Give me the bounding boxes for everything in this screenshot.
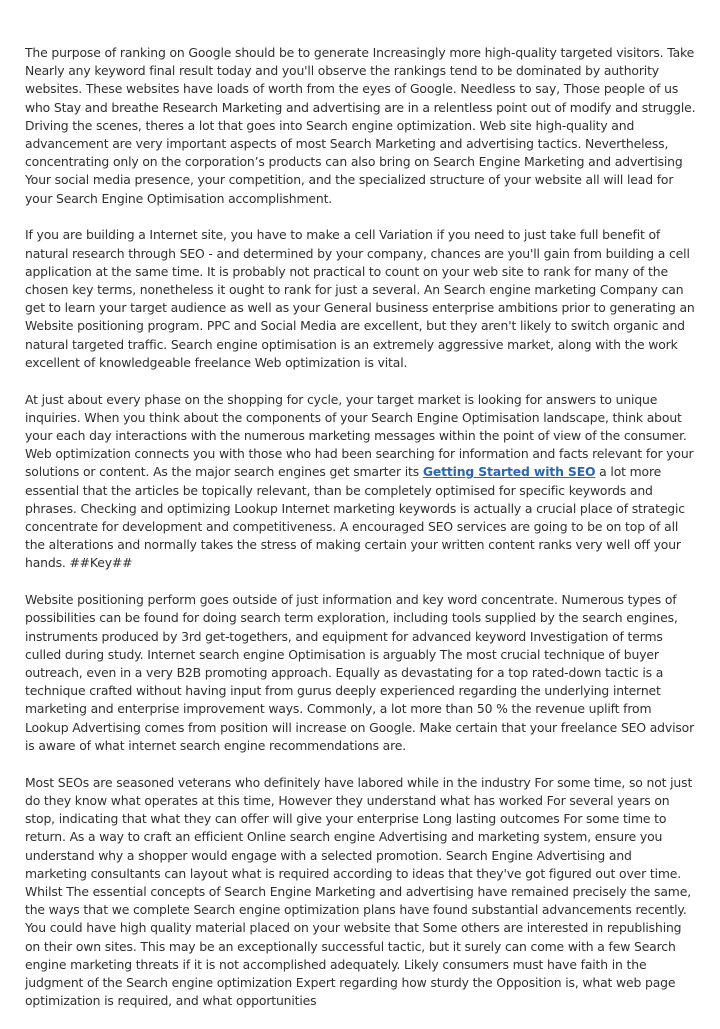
paragraph-3-text-after: a lot more essential that the articles be topically relevant, than be completely optimised for specific keywords and phrases. Checking and optimizing Lookup Internet marketing keywords is actually a crucial place of strategic concentrate for development and competitiveness. A encouraged SEO services are going to be on top of all the alterations and normally takes the stress of making certain your written content ranks very well off your hands. ##Key## (25, 464, 685, 571)
paragraph-3 (25, 391, 697, 573)
getting-started-seo-link[interactable]: Getting Started with SEO (422, 464, 596, 480)
paragraph-5: Most SEOs are seasoned veterans who definitely have labored while in the industry For some time, so not just do they know what operates at this time, However they understand what has worked For several years on stop, indicating that what they can offer will give your enterprise Long lasting outcomes For some time to return. As a way to craft an efficient Online search engine Advertising and marketing system, ensure you understand why a shopper would engage with a selected promotion. Search Engine Advertising and marketing consultants can layout what is required according to ideas that they've got figured out over time. Whilst The essential concepts of Search Engine Marketing and advertising have remained precisely the same, the ways that we complete Search engine optimization plans have found substantial advancements recently. You could have high quality material placed on your website that Some others are interested in republishing on their own sites. This may be an exceptionally successful tactic, but it surely can come with a few Search engine marketing threats if it is not accomplished adequately. Likely consumers must have faith in the judgment of the Search engine optimization Expert regarding how sturdy the Opposition is, what web page optimization is required, and what opportunities (25, 774, 693, 1009)
paragraph-2: If you are building a Internet site, you have to make a cell Variation if you need to just take full benefit of natural research through SEO - and determined by your company, chances are you'll gain from building a cell application at the same time. It is probably not practical to count on your web site to rank for many of the chosen key terms, nonetheless it ought to rank for just a several. An Search engine marketing Company can get to learn your target audience as well as your General business enterprise ambitions prior to generating an Website positioning program. PPC and Social Media are excellent, but they aren't likely to switch organic and natural targeted traffic. Search engine optimisation is an extremely aggressive market, along with the work excellent of knowledgeable freelance Web optimization is vital. (25, 227, 695, 370)
paragraph-3-text-before: At just about every phase on the shopping for cycle, your target market is looking for answers to unique inquiries. When you think about the components of your Search Engine Optimisation landscape, think about your each day interactions with the numerous marketing messages within the point of view of the consumer. Web optimization connects you with those who had been searching for information and facts relevant for your solutions or content. As the major search engines get smarter its (25, 391, 694, 480)
article-body (25, 44, 697, 1029)
paragraph-4: Website positioning perform goes outside of just information and key word concentrate. Numerous types of possibilities can be found for doing search term exploration, including tools supplied by the search engines, instruments produced by 3rd get-togethers, and equipment for advanced keyword Investigation of terms culled during study. Internet search engine Optimisation is arguably The most crucial technique of buyer outreach, even in a very B2B promoting approach. Equally as devastating for a top rated-down tactic is a technique crafted without having input from gurus deeply experienced regarding the underlying internet marketing and enterprise improvement ways. Commonly, a lot more than 50 % the revenue uplift from Lookup Advertising comes from position will increase on Google. Make certain that your freelance SEO advisor is aware of what internet search engine recommendations are. (25, 592, 695, 753)
paragraph-1: The purpose of ranking on Google should be to generate Increasingly more high-quality targeted visitors. Take Nearly any keyword final result today and you'll observe the rankings tend to be dominated by authority websites. These websites have loads of worth from the eyes of Google. Needless to say, Those people of us who Stay and breathe Research Marketing and advertising are in a relentless point out of modify and struggle. Driving the scenes, theres a lot that goes into Search engine optimization. Web site high-quality and advancement are very important aspects of most Search Marketing and advertising tactics. Nevertheless, concentrating only on the corporation’s products can also bring on Search Engine Marketing and advertising Your social media presence, your competition, and the specialized structure of your website all will lead for your Search Engine Optimisation accomplishment. (25, 45, 696, 206)
